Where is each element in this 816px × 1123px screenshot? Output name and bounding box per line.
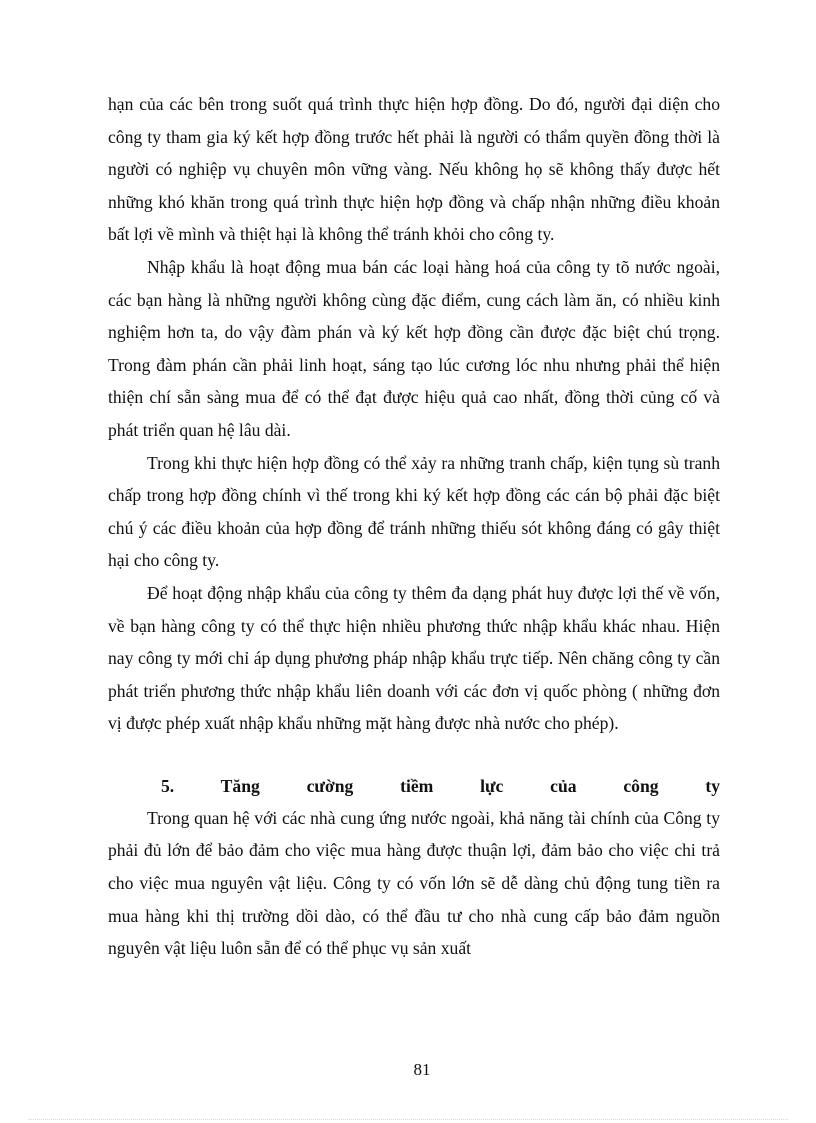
page-body [108, 88, 720, 965]
paragraph-financial-capacity: Trong quan hệ với các nhà cung ứng nước ngoài, khả năng tài chính của Công ty phải đủ lớn để bảo đảm cho việc mua hàng được thuận lợi, đảm bảo cho việc chi trả cho việc mua nguyên vật liệu. Công ty có vốn lớn sẽ dễ dàng chủ động tung tiền ra mua hàng khi thị trường dồi dào, có thể đầu tư cho nhà cung cấp bảo đảm nguồn nguyên vật liệu luôn sẵn để có thể phục vụ sản xuất [108, 807, 720, 959]
page-number: 81 [413, 1060, 431, 1079]
paragraph-import-methods: Để hoạt động nhập khẩu của công ty thêm đa dạng phát huy được lợi thế về vốn, về bạn hàng công ty có thể thực hiện nhiều phương thức nhập khẩu khác nhau. Hiện nay công ty mới chỉ áp dụng phương pháp nhập khẩu trực tiếp. Nên chăng công ty cần phát triển phương thức nhập khẩu liên doanh với các đơn vị quốc phòng ( những đơn vị được phép xuất nhập khẩu những mặt hàng được nhà nước cho phép). [108, 582, 720, 734]
paragraph-import-negotiation: Nhập khẩu là hoạt động mua bán các loại hàng hoá của công ty tõ nước ngoài, các bạn hàng là những người không cùng đặc điểm, cung cách làm ăn, có nhiều kinh nghiệm hơn ta, do vậy đàm phán và ký kết hợp đồng cần được đặc biệt chú trọng. Trong đàm phán cần phải linh hoạt, sáng tạo lúc cương lóc nhu nhưng phải thể hiện thiện chí sẵn sàng mua để có thể đạt được hiệu quả cao nhất, đồng thời củng cố và phát triển quan hệ lâu dài. [108, 256, 720, 440]
paragraph-contract-disputes: Trong khi thực hiện hợp đồng có thể xảy ra những tranh chấp, kiện tụng sù tranh chấp trong hợp đồng chính vì thế trong khi ký kết hợp đồng các cán bộ phải đặc biệt chú ý các điều khoản của hợp đồng để tránh những thiếu sót không đáng có gây thiệt hại cho công ty. [108, 452, 720, 571]
section-heading: 5. Tăng cường tiềm lực của công ty [161, 775, 720, 796]
paragraph-continuation: hạn của các bên trong suốt quá trình thực hiện hợp đồng. Do đó, người đại diện cho công ty tham gia ký kết hợp đồng trước hết phải là người có thẩm quyền đồng thời là người có nghiệp vụ chuyên môn vững vàng. Nếu không họ sẽ không thấy được hết những khó khăn trong quá trình thực hiện hợp đồng và chấp nhận những điều khoản bất lợi về mình và thiệt hại là không thể tránh khỏi cho công ty. [108, 94, 720, 245]
footer-divider [28, 1119, 788, 1120]
